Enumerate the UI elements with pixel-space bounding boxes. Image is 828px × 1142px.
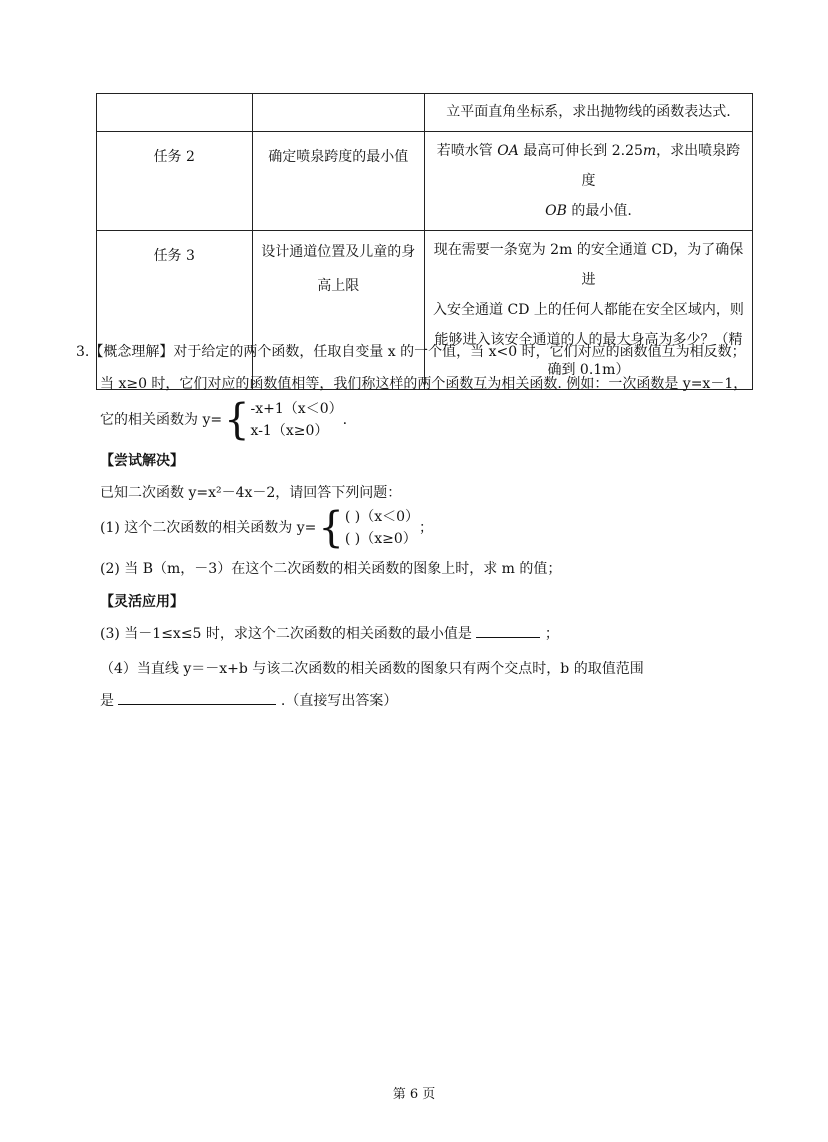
text-fragment: . [342, 412, 348, 428]
part4-line1: （4）当直线 y＝－x+b 与该二次函数的相关函数的图象只有两个交点时，b 的取值范围 [100, 661, 644, 677]
brace-icon: { [318, 503, 344, 553]
text-fragment: 若喷水管 [436, 143, 493, 159]
brace-icon: { [224, 395, 250, 445]
text-line: 入安全通道 CD 上的任何人都能在安全区域内，则 [433, 302, 744, 318]
task2-label: 任务 2 [153, 149, 195, 165]
text-fragment: 它的相关函数为 y= [100, 412, 223, 428]
text-fragment: (1) 这个二次函数的相关函数为 y= [100, 520, 317, 536]
piecewise-cases [345, 506, 419, 550]
q3-line1: 3.【概念理解】对于给定的两个函数，任取自变量 x 的一个值，当 x<0 时，它们对应的函数值互为相反数； [76, 344, 746, 360]
text-fragment: 最高可伸长到 2.25 [523, 143, 643, 159]
text-fragment: .（直接写出答案） [280, 693, 398, 709]
page-number: 第 6 页 [392, 1087, 436, 1102]
text-line: 能够进入该安全通道的人的最大身高为多少？（精 [434, 332, 743, 348]
case-2: ( )（x≥0） [344, 531, 417, 547]
case-1: -x+1（x＜0） [250, 401, 343, 417]
table-cell [97, 132, 253, 231]
text-line: 现在需要一条宽为 2m 的安全通道 CD，为了确保进 [433, 242, 744, 288]
given-function: 已知二次函数 y=x²－4x－2，请回答下列问题： [100, 485, 402, 501]
table-cell [424, 132, 752, 231]
table-row [97, 132, 753, 231]
math-var: OB [545, 203, 567, 219]
text-fragment: ； [544, 626, 559, 642]
text-fragment: 设计通道位置及儿童的身 [261, 244, 416, 260]
answer-blank[interactable] [476, 623, 540, 638]
table-cell [252, 132, 424, 231]
text-fragment: 的最小值. [571, 203, 632, 219]
math-var: m [642, 143, 657, 159]
table-cell [424, 94, 752, 132]
part2: (2) 当 B（m，－3）在这个二次函数的相关函数的图象上时，求 m 的值； [100, 561, 562, 577]
answer-blank[interactable] [118, 690, 276, 705]
q3-line2: 当 x≥0 时，它们对应的函数值相等，我们称这样的两个函数互为相关函数. 例如：一次函数是 y=x－1， [100, 376, 748, 392]
table-cell [97, 94, 253, 132]
task3-title [253, 231, 424, 307]
text-fragment: 是 [100, 693, 114, 709]
text-fragment: ，求出喷泉跨度 [581, 143, 741, 189]
part3 [100, 619, 754, 649]
case-1: ( )（x＜0） [344, 509, 420, 525]
q3-line3 [100, 396, 754, 444]
table-cell [252, 94, 424, 132]
text-fragment: (3) 当－1≤x≤5 时，求这个二次函数的相关函数的最小值是 [100, 626, 472, 642]
part1 [100, 504, 754, 552]
case-2: x-1（x≥0） [250, 423, 329, 439]
table-row [97, 94, 753, 132]
task2-description [425, 132, 752, 230]
text-fragment: ； [419, 520, 434, 536]
row1-text: 立平面直角坐标系，求出抛物线的函数表达式. [446, 104, 731, 120]
try-heading: 【尝试解决】 [100, 453, 184, 469]
text-fragment: 高上限 [317, 278, 360, 294]
text-line: 确到 0.1m） [547, 362, 630, 378]
task3-label: 任务 3 [153, 248, 195, 264]
piecewise-cases [251, 398, 343, 442]
apply-heading: 【灵活应用】 [100, 594, 184, 610]
math-var: OA [497, 143, 519, 159]
part4-line2 [100, 686, 754, 716]
task2-title: 确定喷泉跨度的最小值 [268, 149, 409, 165]
